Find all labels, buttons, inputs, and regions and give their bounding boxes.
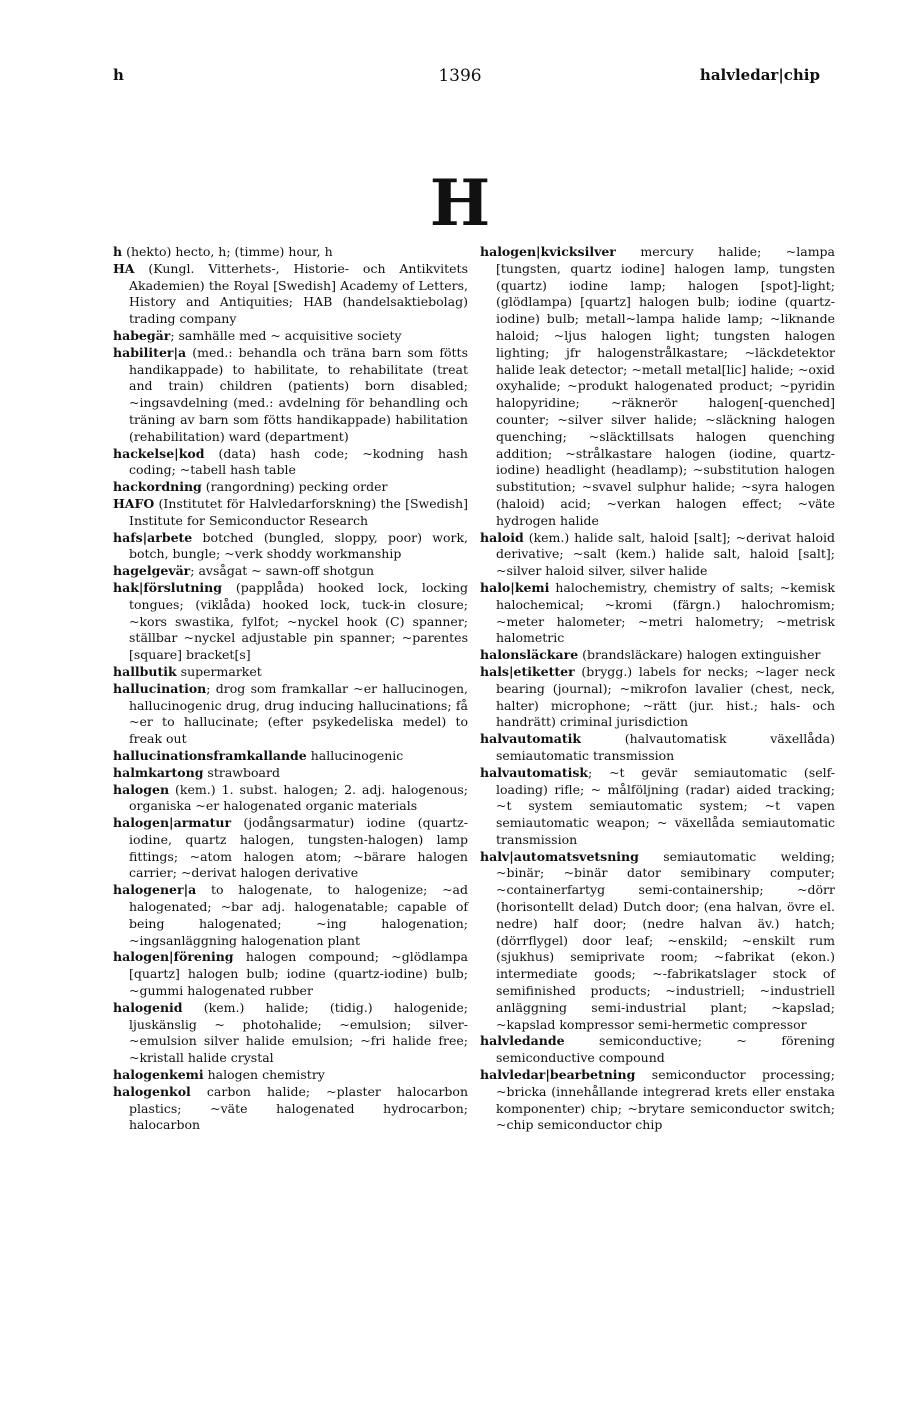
entry: hagelgevär; avsågat ~ sawn-off shotgun (113, 563, 375, 579)
entry: halogenkemi halogen chemistry (113, 1067, 325, 1083)
entry: hals|etiketter (brygg.) labels for necks; ~lager neck bearing (journal); ~mikrofon lavalier (chest, neck, halter) microphone; ~rätt (jur. hist.; hals- och handrätt) criminal jurisdiction (480, 663, 835, 730)
headword: halvledar|bearbetning (480, 1067, 636, 1083)
entry: hafs|arbete botched (bungled, sloppy, poor) work, botch, bungle; ~verk shoddy workmanship (113, 529, 468, 562)
entry: HAFO (Institutet för Halvledarforskning) the [Swedish] Institute for Semiconductor Research (113, 495, 468, 528)
headword: hackordning (113, 479, 202, 495)
headword: habiliter|a (113, 344, 187, 360)
entry: habegär; samhälle med ~ acquisitive society (113, 327, 402, 343)
entry: halonsläckare (brandsläckare) halogen extinguisher (480, 647, 821, 663)
headword: halogen (113, 781, 170, 797)
headword: HA (113, 260, 135, 276)
entry: halogen|förening halogen compound; ~glödlampa [quartz] halogen bulb; iodine (quartz-iodine) bulb; ~gummi halogenated rubber (113, 949, 468, 999)
headword: HAFO (113, 495, 155, 511)
headword: halogen|kvicksilver (480, 244, 616, 259)
headword: halonsläckare (480, 647, 579, 663)
entry: hallucinationsframkallande hallucinogenic (113, 747, 404, 763)
entry: halv|automatsvetsning semiautomatic welding; ~binär; ~binär dator semibinary computer; ~containerfartyg semi-containership; ~dörr (horisontellt delad) Dutch door; (ena halvan, övre el. nedre) half door; (nedre halvan äv.) hatch; (dörrflygel) door leaf; ~enskild; ~enskilt rum (sjukhus) semiprivate room; ~fabrikat (ekon.) intermediate goods; ~-fabrikatslager stock of semifinished products; ~industriell; ~industriell anläggning semi-industrial plant; ~kapslad; ~kapslad kompressor semi-hermetic compressor (480, 848, 835, 1032)
entry: halvledande semiconductive; ~ förening semiconductive compound (480, 1033, 835, 1066)
entry: hackelse|kod (data) hash code; ~kodning hash coding; ~tabell hash table (113, 445, 468, 478)
headword: halogen|armatur (113, 815, 232, 831)
headword: halogenkol (113, 1083, 191, 1099)
headword: hak|förslutning (113, 579, 223, 595)
entry: h (hekto) hecto, h; (timme) hour, h (113, 244, 333, 259)
headword: hackelse|kod (113, 445, 205, 461)
entry: halo|kemi halochemistry, chemistry of salts; ~kemisk halochemical; ~kromi (färgn.) halochromism; ~meter halometer; ~metri halometry; ~metrisk halometric (480, 579, 835, 646)
headword: habegär (113, 327, 171, 343)
entry: halogen|armatur (jodångsarmatur) iodine (quartz-iodine, quartz halogen, tungsten-halogen) lamp fittings; ~atom halogen atom; ~bärare halogen carrier; ~derivat halogen derivative (113, 815, 468, 881)
entry: haloid (kem.) halide salt, haloid [salt]; ~derivat haloid derivative; ~salt (kem.) halide salt, haloid [salt]; ~silver haloid silver, silver halide (480, 529, 835, 579)
headword: h (113, 244, 123, 259)
headword: hafs|arbete (113, 529, 193, 545)
entry: halogenkol carbon halide; ~plaster halocarbon plastics; ~väte halogenated hydrocarbon; halocarbon (113, 1083, 468, 1133)
entry: hackordning (rangordning) pecking order (113, 479, 388, 495)
headword: hagelgevär (113, 563, 191, 579)
headword: hallbutik (113, 663, 177, 679)
headword: halvautomatisk (480, 764, 589, 780)
running-head-left: h (113, 66, 124, 84)
entry: halogenid (kem.) halide; (tidig.) halogenide; ljuskänslig ~ photohalide; ~emulsion; silver-~emulsion silver halide emulsion; ~fri halide free; ~kristall halide crystal (113, 999, 468, 1066)
entry: HA (Kungl. Vitterhets-, Historie- och Antikvitets Akademien) the Royal [Swedish] Academy of Letters, History and Antiquities; HAB (handelsaktiebolag) trading company (113, 260, 468, 327)
headword: halo|kemi (480, 579, 550, 595)
entry: halvledar|bearbetning semiconductor processing; ~bricka (innehållande integrerad krets eller enstaka komponenter) chip; ~brytare semiconductor switch; ~chip semiconductor chip (480, 1067, 835, 1133)
entry: hallbutik supermarket (113, 663, 262, 679)
headword: halogen|förening (113, 949, 234, 965)
entry: habiliter|a (med.: behandla och träna barn som fötts handikappade) to habilitate, to rehabilitate (treat and train) children (patients) born disabled; ~ingsavdelning (med.: avdelning för behandling och träning av barn som fötts handikappade) habilitation (rehabilitation) ward (department) (113, 344, 468, 444)
entry: halvautomatik (halvautomatisk växellåda) semiautomatic transmission (480, 731, 835, 763)
entry: halogener|a to halogenate, to halogenize; ~ad halogenated; ~bar adj. halogenatable; capable of being halogenated; ~ing halogenation; ~ingsanläggning halogenation plant (113, 882, 468, 948)
entry: hallucination; drog som framkallar ~er hallucinogen, hallucinogenic drug, drug inducing hallucinations; få ~er to hallucinate; (efter psykedeliska medel) to freak out (113, 680, 468, 747)
entry: hak|förslutning (papplåda) hooked lock, locking tongues; (viklåda) hooked lock, tuck-in closure; ~kors swastika, fylfot; ~nyckel hook (C) spanner; ställbar ~nyckel adjustable pin spanner; ~parentes [square] bracket[s] (113, 579, 468, 663)
entry: halogen (kem.) 1. subst. halogen; 2. adj. halogenous; organiska ~er halogenated organic materials (113, 781, 468, 814)
section-letter: H (429, 166, 491, 241)
headword: halvledande (480, 1033, 565, 1049)
headword: halmkartong (113, 764, 204, 780)
right-column (480, 244, 835, 1134)
headword: halv|automatsvetsning (480, 848, 639, 864)
headword: hallucination (113, 680, 207, 696)
entry: halmkartong strawboard (113, 764, 280, 780)
headword: halogener|a (113, 882, 197, 898)
headword: halogenkemi (113, 1067, 204, 1083)
left-column (113, 244, 468, 1134)
headword: halogenid (113, 999, 183, 1015)
entry: halogen|kvicksilver mercury halide; ~lampa [tungsten, quartz iodine] halogen lamp, tungsten (quartz) iodine lamp; halogen [spot]-light; (glödlampa) [quartz] halogen bulb; iodine (quartz-iodine) bulb; metall~lampa halide lamp; ~liknande haloid; ~ljus halogen light; tungsten halogen lighting; jfr halogenstrålkastare; ~läckdetektor halide leak detector; ~metall metal[lic] halide; ~oxid oxyhalide; ~produkt halogenated product; ~pyridin halopyridine; ~räknerör halogen[-quenched] counter; ~silver silver halide; ~släckning halogen quenching; ~släcktillsats halogen quenching addition; ~strålkastare halogen (iodine, quartz-iodine) headlight (headlamp); ~substitution halogen substitution; ~svavel sulphur halide; ~syra halogen (haloid) acid; ~verkan halogen effect; ~väte hydrogen halide (480, 244, 835, 528)
entry: halvautomatisk; ~t gevär semiautomatic (self-loading) rifle; ~ målföljning (radar) aided tracking; ~t system semiautomatic system; ~t vapen semiautomatic weapon; ~ växellåda semiautomatic transmission (480, 764, 835, 847)
headword: hallucinationsframkallande (113, 747, 307, 763)
headword: hals|etiketter (480, 663, 575, 679)
page-number: 1396 (438, 66, 482, 86)
headword: halvautomatik (480, 731, 582, 747)
headword: haloid (480, 529, 524, 545)
running-head-right: halvledar|chip (699, 66, 820, 84)
